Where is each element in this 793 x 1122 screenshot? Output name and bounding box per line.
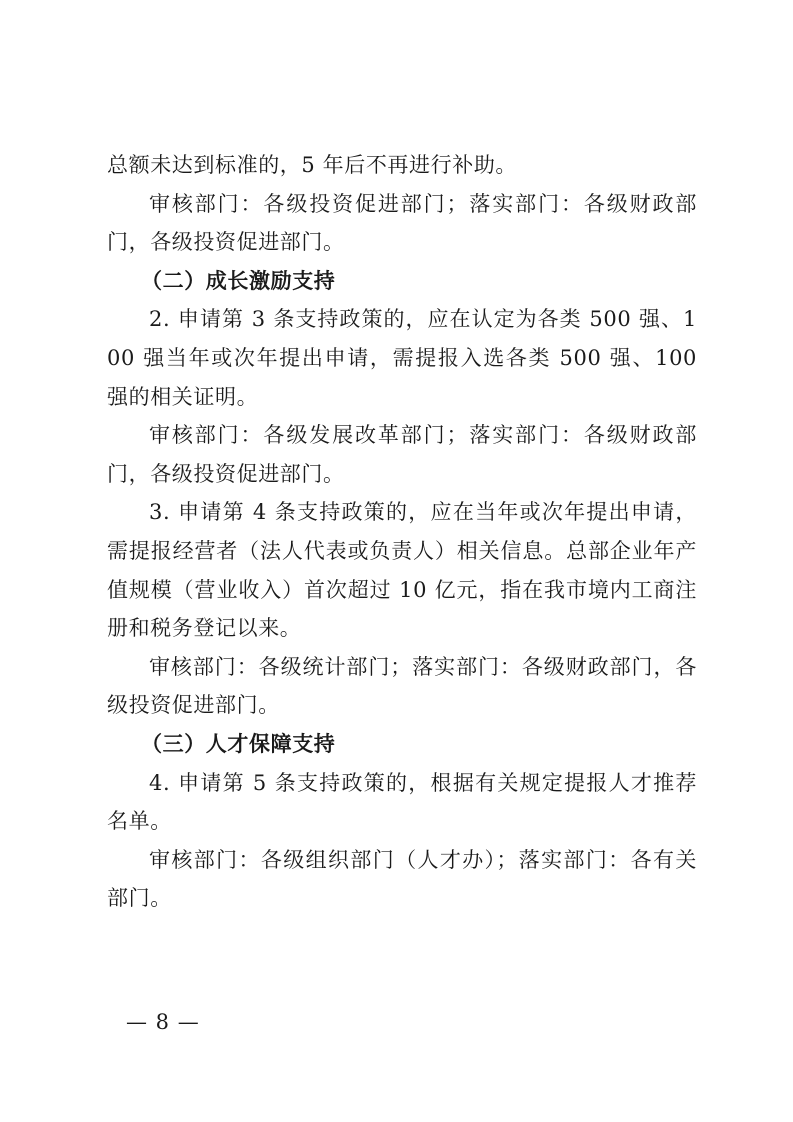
- section-heading-growth-incentive: （二）成长激励支持: [141, 268, 336, 293]
- paragraph-review-dept-1: 审核部门：各级投资促进部门；落实部门：各级财政部门，各级投资促进部门。: [107, 191, 697, 255]
- page-number: — 8 —: [126, 1010, 200, 1034]
- paragraph-review-dept-2: 审核部门：各级发展改革部门；落实部门：各级财政部门，各级投资促进部门。: [107, 423, 697, 486]
- paragraph-item-3: 3. 申请第 4 条支持政策的，应在当年或次年提出申请，需提报经营者（法人代表或负责人）相关信息。总部企业年产值规模（营业收入）首次超过 10 亿元，指在我市境内工商注册和税务登记以来。: [107, 500, 697, 641]
- paragraph-review-dept-4: 审核部门：各级组织部门（人才办）；落实部门：各有关部门。: [107, 847, 697, 911]
- paragraph-item-2: 2. 申请第 3 条支持政策的，应在认定为各类 500 强、100 强当年或次年提出申请，需提报入选各类 500 强、100 强的相关证明。: [107, 307, 697, 409]
- paragraph-continuation: 总额未达到标准的，5 年后不再进行补助。: [107, 153, 518, 177]
- document-body: [107, 146, 697, 918]
- paragraph-review-dept-3: 审核部门：各级统计部门；落实部门：各级财政部门，各级投资促进部门。: [107, 654, 697, 718]
- section-heading-talent-support: （三）人才保障支持: [141, 731, 336, 756]
- paragraph-item-4: 4. 申请第 5 条支持政策的，根据有关规定提报人才推荐名单。: [107, 770, 697, 834]
